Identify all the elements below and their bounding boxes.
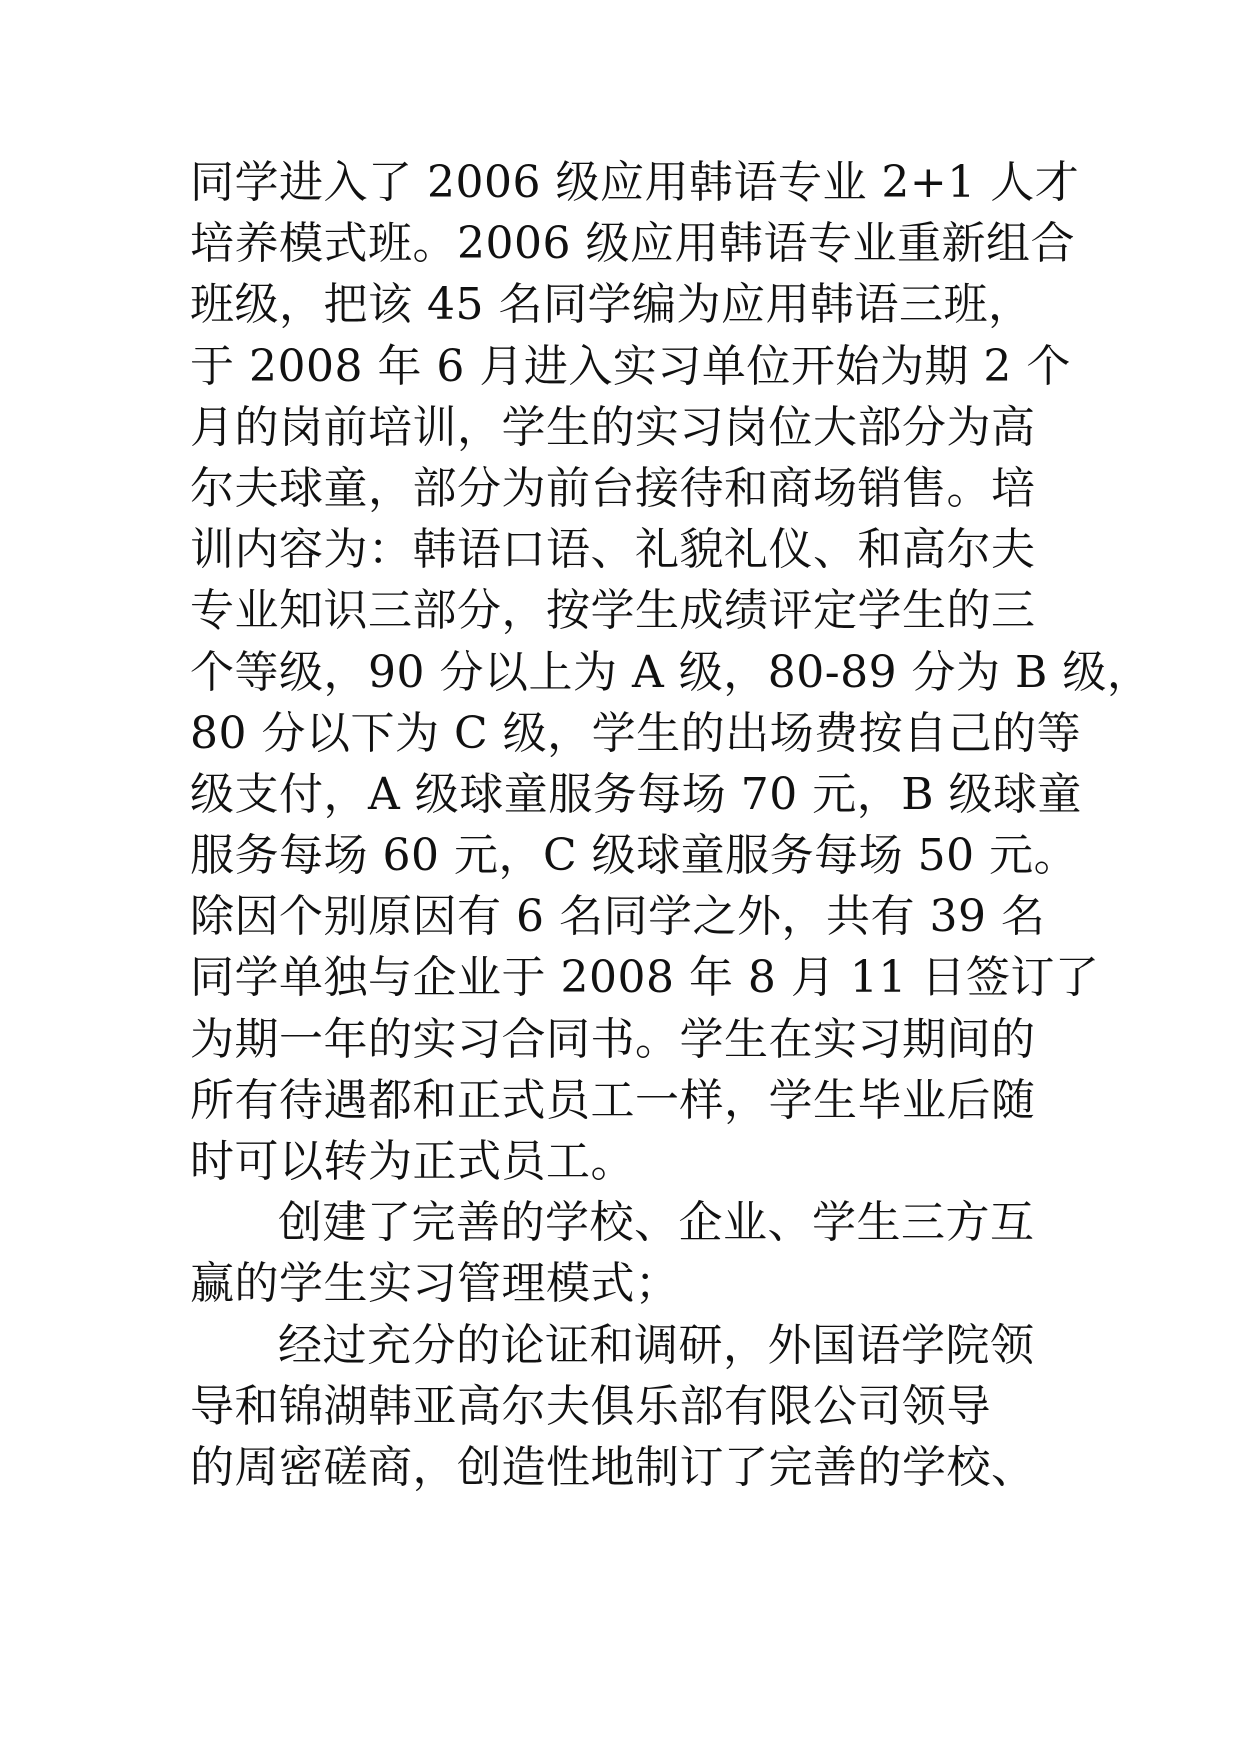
text-line: 所有待遇都和正式员工一样，学生毕业后随 [190,1074,1036,1126]
text-line: 级支付，A 级球童服务每场 70 元，B 级球童 [190,768,1083,820]
text-line: 月的岗前培训，学生的实习岗位大部分为高 [190,401,1036,453]
text-line: 服务每场 60 元，C 级球童服务每场 50 元。 [190,830,1079,882]
text-line: 时可以转为正式员工。 [190,1136,635,1187]
text-line: 专业知识三部分，按学生成绩评定学生的三 [190,585,1036,637]
text-line: 训内容为：韩语口语、礼貌礼仪、和高尔夫 [190,524,1036,576]
text-line: 导和锦湖韩亚高尔夫俱乐部有限公司领导 [190,1380,991,1432]
text-line: 同学单独与企业于 2008 年 8 月 11 日签订了 [190,952,1100,1004]
text-line: 为期一年的实习合同书。学生在实习期间的 [190,1013,1036,1065]
text-line: 赢的学生实习管理模式； [190,1258,680,1310]
text-line: 除因个别原因有 6 名同学之外，共有 39 名 [190,891,1046,943]
text-line: 于 2008 年 6 月进入实习单位开始为期 2 个 [190,340,1071,392]
paragraph-start-line: 创建了完善的学校、企业、学生三方互 [278,1197,1035,1249]
text-line: 80 分以下为 C 级，学生的出场费按自己的等 [190,707,1082,759]
text-line: 个等级，90 分以上为 A 级，80-89 分为 B 级， [190,646,1152,698]
text-line: 班级，把该 45 名同学编为应用韩语三班， [190,279,1033,331]
paragraph-start-line: 经过充分的论证和调研，外国语学院领 [278,1319,1035,1371]
text-line: 培养模式班。2006 级应用韩语专业重新组合 [190,218,1075,270]
text-line: 同学进入了 2006 级应用韩语专业 2+1 人才 [190,157,1080,208]
body-text [190,152,1152,1498]
text-line: 的周密磋商，创造性地制订了完善的学校、 [190,1441,1036,1493]
text-line: 尔夫球童，部分为前台接待和商场销售。培 [190,462,1036,514]
